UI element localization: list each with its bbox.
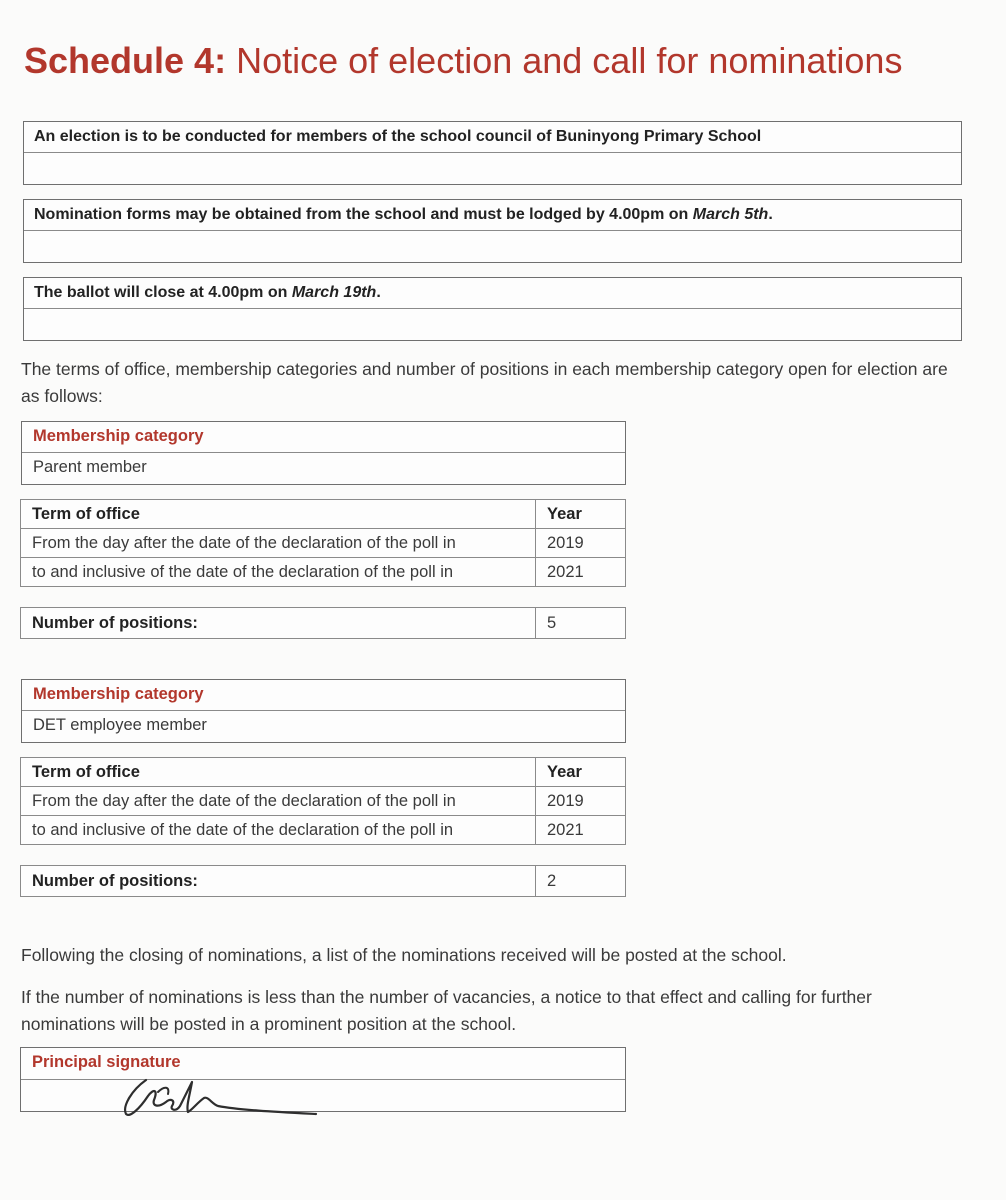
election-notice-box — [23, 121, 962, 185]
term-of-office-table-det — [20, 757, 626, 845]
nomination-deadline-box — [23, 199, 962, 263]
term-from-label: From the day after the date of the declaration of the poll in — [21, 529, 536, 558]
page-title — [24, 40, 902, 82]
term-to-label: to and inclusive of the date of the declaration of the poll in — [21, 558, 536, 587]
membership-category-header: Membership category — [22, 680, 625, 711]
positions-value: 2 — [536, 866, 626, 897]
election-notice-text: An election is to be conducted for members of the school council of Buninyong Primary School — [24, 122, 961, 153]
membership-category-name: Parent member — [33, 458, 147, 476]
ballot-close-blank-row — [24, 309, 961, 340]
term-from-year: 2019 — [536, 529, 626, 558]
table-row — [21, 758, 626, 787]
nomination-deadline-blank-row — [24, 231, 961, 262]
ballot-close-box — [23, 277, 962, 341]
number-of-positions-table-parent — [20, 607, 626, 639]
handwritten-signature — [118, 1068, 328, 1120]
term-from-year: 2019 — [536, 787, 626, 816]
table-row — [21, 866, 626, 897]
membership-category-box-parent — [21, 421, 626, 485]
positions-label: Number of positions: — [21, 608, 536, 639]
table-row — [21, 787, 626, 816]
title-prefix: Schedule 4: — [24, 40, 227, 81]
closing-paragraph-1: Following the closing of nominations, a list of the nominations received will be posted at the school. — [21, 945, 787, 965]
positions-label: Number of positions: — [21, 866, 536, 897]
positions-value: 5 — [536, 608, 626, 639]
nomination-deadline-text: Nomination forms may be obtained from the school and must be lodged by 4.00pm on March 5th. — [24, 200, 961, 231]
membership-category-box-det — [21, 679, 626, 743]
table-row — [21, 529, 626, 558]
term-to-label: to and inclusive of the date of the declaration of the poll in — [21, 816, 536, 845]
table-row — [21, 608, 626, 639]
closing-paragraph-2: If the number of nominations is less than the number of vacancies, a notice to that effect and calling for further nominations will be posted in a prominent position at the school. — [21, 987, 872, 1034]
membership-category-header: Membership category — [22, 422, 625, 453]
table-row — [21, 558, 626, 587]
ballot-close-text: The ballot will close at 4.00pm on March 19th. — [24, 278, 961, 309]
year-header: Year — [536, 500, 626, 529]
table-row — [21, 500, 626, 529]
term-header: Term of office — [21, 500, 536, 529]
number-of-positions-table-det — [20, 865, 626, 897]
title-text: Notice of election and call for nominations — [236, 40, 903, 81]
principal-signature-label: Principal signature — [21, 1048, 625, 1080]
membership-category-name: DET employee member — [33, 716, 207, 734]
term-header: Term of office — [21, 758, 536, 787]
term-to-year: 2021 — [536, 816, 626, 845]
intro-paragraph: The terms of office, membership categories and number of positions in each membership category open for election are as follows: — [21, 359, 948, 406]
term-from-label: From the day after the date of the declaration of the poll in — [21, 787, 536, 816]
year-header: Year — [536, 758, 626, 787]
term-of-office-table-parent — [20, 499, 626, 587]
election-notice-blank-row — [24, 153, 961, 184]
table-row — [21, 816, 626, 845]
term-to-year: 2021 — [536, 558, 626, 587]
